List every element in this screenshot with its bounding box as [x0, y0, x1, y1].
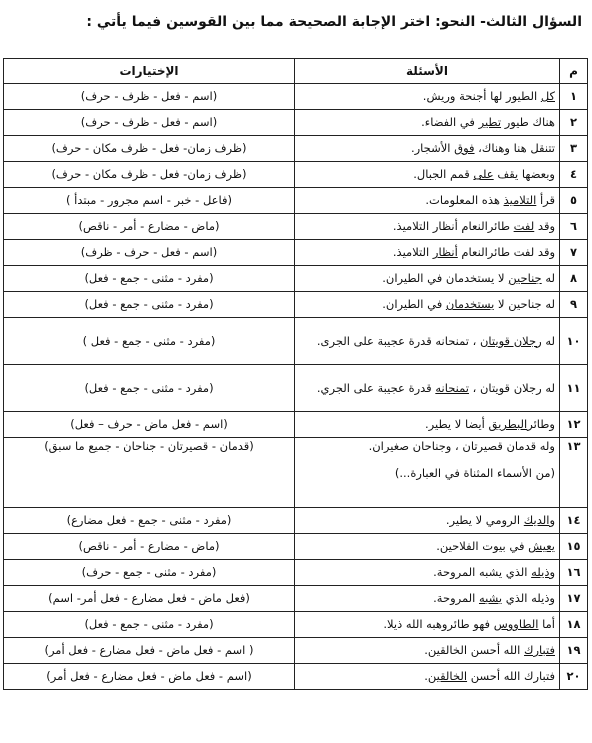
question-underlined-word: لفت	[513, 219, 535, 233]
question-text-after: .	[424, 669, 428, 683]
question-underlined-word: البطريق	[488, 417, 528, 431]
choices-cell: (مفرد - مثنى - جمع - فعل)	[4, 365, 295, 412]
question-text-after: فهو طائروهبه الله ذيلا.	[383, 617, 494, 631]
question-cell	[295, 612, 560, 638]
question-text-before: وذيله الذي	[502, 591, 555, 605]
table-row	[4, 214, 588, 240]
choices-cell: (اسم - فعل - ظرف - حرف)	[4, 84, 295, 110]
question-text-after: الذي يشبه المروحة.	[433, 565, 532, 579]
question-text-before: وقد	[534, 219, 555, 233]
row-number: ١٥	[560, 534, 588, 560]
question-cell	[295, 292, 560, 318]
question-underlined-word: الخالقين	[427, 669, 468, 683]
question-text-after: التلاميذ.	[392, 245, 433, 259]
choices-cell: (ماض - مضارع - أمر - ناقص)	[4, 534, 295, 560]
question-text-before: وطائر	[527, 417, 555, 431]
question-underlined-word: جناحين	[508, 271, 542, 285]
choices-cell: (اسم - فعل - حرف - ظرف)	[4, 240, 295, 266]
row-number: ١٧	[560, 586, 588, 612]
table-row	[4, 188, 588, 214]
row-number: ١٢	[560, 412, 588, 438]
question-text-after: ، تمنحانه قدرة عجيبة على الجرى.	[316, 333, 480, 348]
question-text-after: أيضا لا يطير.	[424, 417, 489, 431]
question-text-before: له رجلان قويتان ،	[468, 380, 555, 395]
question-underlined-word: أنظار	[432, 245, 458, 259]
choices-cell: (مفرد - مثنى - جمع - فعل)	[4, 292, 295, 318]
table-row	[4, 508, 588, 534]
question-text-after: الله أحسن الخالقين.	[424, 643, 525, 657]
table-row	[4, 664, 588, 690]
question-underlined-word: يعيش	[528, 539, 555, 553]
choices-cell: (فعل ماض - فعل مضارع - فعل أمر- اسم)	[4, 586, 295, 612]
choices-cell: (اسم - فعل ماض - حرف – فعل)	[4, 412, 295, 438]
question-cell	[295, 240, 560, 266]
row-number: ١٣	[560, 438, 588, 508]
table-row	[4, 586, 588, 612]
question-text-after: طائرالنعام أنظار التلاميذ.	[392, 219, 514, 233]
choices-cell: ( اسم - فعل ماض - فعل مضارع - فعل أمر)	[4, 638, 295, 664]
question-text-after: الرومي لا يطير.	[445, 513, 524, 527]
table-header-row	[4, 59, 588, 84]
question-underlined-word: فوق	[454, 141, 475, 155]
row-number: ٨	[560, 266, 588, 292]
question-cell	[295, 586, 560, 612]
question-text-before: أما	[538, 617, 555, 631]
question-cell	[295, 188, 560, 214]
question-text-before: وقد لفت طائرالنعام	[457, 245, 555, 259]
question-cell	[295, 560, 560, 586]
choices-cell: (ماض - مضارع - أمر - ناقص)	[4, 214, 295, 240]
header-num: م	[560, 59, 588, 84]
question-text-before: وله قدمان قصيرتان ، وجناحان صغيران.	[368, 439, 555, 453]
choices-cell: (مفرد - مثنى - جمع - فعل)	[4, 266, 295, 292]
choices-cell: (مفرد - مثنى - جمع - فعل)	[4, 612, 295, 638]
question-cell	[295, 365, 560, 412]
question-text-after: في الفضاء.	[421, 115, 479, 129]
question-text-after: في الطيران.	[382, 297, 446, 311]
table-row	[4, 638, 588, 664]
choices-cell: (مفرد - مثنى - جمع - فعل مضارع)	[4, 508, 295, 534]
table-row	[4, 412, 588, 438]
question-text-after: قمم الجبال.	[413, 167, 474, 181]
question-text-before: و	[549, 565, 555, 579]
question-underlined-word: الطاووس	[493, 617, 539, 631]
question-underlined-word: على	[473, 167, 494, 181]
row-number: ٩	[560, 292, 588, 318]
question-text-before: له	[541, 333, 555, 348]
choices-cell: (اسم - فعل - ظرف - حرف)	[4, 110, 295, 136]
choices-cell: (فاعل - خبر - اسم مجرور - مبتدأ )	[4, 188, 295, 214]
question-underlined-word: الديك	[523, 513, 550, 527]
question-cell	[295, 534, 560, 560]
question-text-before: فتبارك الله أحسن	[467, 669, 555, 683]
table-row	[4, 560, 588, 586]
header-choices: الإختيارات	[4, 59, 295, 84]
question-underlined-word: تطير	[478, 115, 502, 129]
question-text-after: لا يستخدمان في الطيران.	[382, 271, 509, 285]
question-underlined-word: كل	[540, 89, 555, 103]
question-table	[3, 58, 588, 690]
row-number: ٢	[560, 110, 588, 136]
row-number: ٦	[560, 214, 588, 240]
question-underlined-word: يستخدمان	[445, 297, 495, 311]
question-cell	[295, 266, 560, 292]
question-text-before: له	[541, 271, 555, 285]
question-cell	[295, 84, 560, 110]
row-number: ١	[560, 84, 588, 110]
row-number: ١٨	[560, 612, 588, 638]
question-text-after: هذه المعلومات.	[425, 193, 504, 207]
question-cell	[295, 664, 560, 690]
row-number: ١٠	[560, 318, 588, 365]
question-text-before: قرأ	[536, 193, 555, 207]
table-row	[4, 534, 588, 560]
choices-cell: (ظرف زمان- فعل - ظرف مكان - حرف)	[4, 162, 295, 188]
question-text-before: هناك طيور	[501, 115, 555, 129]
question-text-after: الطيور لها أجنحة وريش.	[422, 89, 541, 103]
row-number: ٥	[560, 188, 588, 214]
question-text-before: وبعضها يقف	[493, 167, 555, 181]
choices-cell: (قدمان - قصيرتان - جناحان - جميع ما سبق)	[4, 438, 295, 508]
row-number: ٤	[560, 162, 588, 188]
question-cell	[295, 438, 560, 508]
question-text-after: في بيوت الفلاحين.	[436, 539, 529, 553]
table-row	[4, 365, 588, 412]
row-number: ٢٠	[560, 664, 588, 690]
question-text-after: (من الأسماء المثناة في العبارة...)	[394, 466, 555, 480]
row-number: ٣	[560, 136, 588, 162]
question-text-after: الأشجار.	[410, 141, 455, 155]
choices-cell: (مفرد - مثنى - جمع - حرف)	[4, 560, 295, 586]
table-row	[4, 438, 588, 508]
question-cell	[295, 136, 560, 162]
choices-cell: (ظرف زمان- فعل - ظرف مكان - حرف)	[4, 136, 295, 162]
question-text-before: و	[549, 513, 555, 527]
question-cell	[295, 318, 560, 365]
row-number: ١١	[560, 365, 588, 412]
table-row	[4, 136, 588, 162]
choices-cell: (اسم - فعل ماض - فعل مضارع - فعل أمر)	[4, 664, 295, 690]
question-text-before: تتنقل هنا وهناك،	[474, 141, 555, 155]
question-cell	[295, 508, 560, 534]
choices-cell: (مفرد - مثنى - جمع - فعل )	[4, 318, 295, 365]
question-underlined-word: التلاميذ	[503, 193, 537, 207]
table-row	[4, 240, 588, 266]
question-cell	[295, 638, 560, 664]
question-underlined-word: رجلان قويتان	[479, 333, 542, 348]
question-text-after: قدرة عجيبة على الجري.	[316, 380, 436, 395]
question-cell	[295, 110, 560, 136]
question-cell	[295, 412, 560, 438]
question-underlined-word: يشبه	[478, 591, 503, 605]
row-number: ١٦	[560, 560, 588, 586]
question-cell	[295, 162, 560, 188]
table-row	[4, 266, 588, 292]
table-row	[4, 292, 588, 318]
table-row	[4, 612, 588, 638]
table-row	[4, 110, 588, 136]
header-question: الأسئلة	[295, 59, 560, 84]
question-underlined-word: فتبارك	[524, 643, 555, 657]
row-number: ٧	[560, 240, 588, 266]
table-row	[4, 318, 588, 365]
question-text-before: له جناحين لا	[494, 297, 555, 311]
question-title: السؤال الثالث- النحو: اختر الإجابة الصحيحة مما بين القوسين فيما يأتي :	[86, 14, 582, 30]
row-number: ١٤	[560, 508, 588, 534]
question-cell	[295, 214, 560, 240]
question-underlined-word: ذيله	[531, 565, 550, 579]
row-number: ١٩	[560, 638, 588, 664]
table-row	[4, 84, 588, 110]
table-row	[4, 162, 588, 188]
question-text-after: المروحة.	[433, 591, 479, 605]
question-underlined-word: تمنحانه	[435, 380, 469, 395]
